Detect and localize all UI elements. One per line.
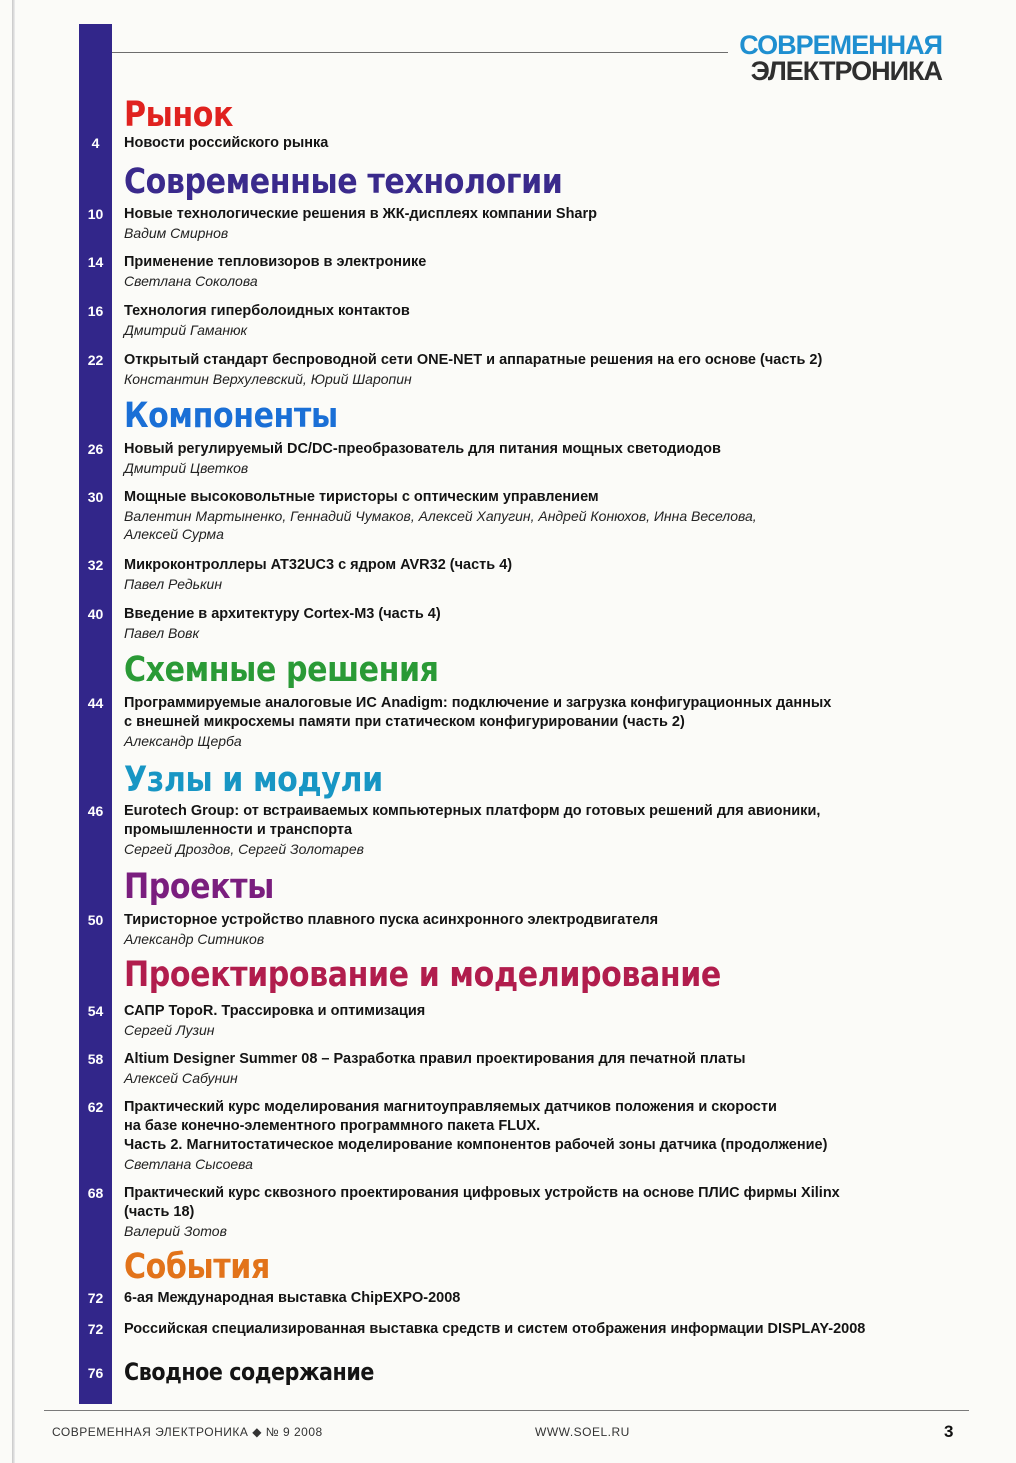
toc-page-number: 22 — [87, 352, 104, 368]
footer-page-number: 3 — [944, 1422, 954, 1441]
toc-page-number: 44 — [87, 695, 104, 711]
article-title: Программируемые аналоговые ИС Anadigm: подключение и загрузка конфигурационных данных с внешней микросхемы памяти при статическом конфигурировании (часть 2) — [124, 695, 832, 730]
toc-page-number: 40 — [87, 606, 104, 622]
article-author: Светлана Соколова — [124, 273, 258, 289]
toc-entry-body — [124, 205, 960, 242]
article-author: Дмитрий Гаманюк — [124, 322, 248, 338]
article-author: Валерий Зотов — [124, 1223, 227, 1239]
toc-page-number: 50 — [87, 912, 104, 928]
section-heading: Проектирование и моделирование — [124, 955, 721, 995]
toc-page-number: 16 — [87, 303, 104, 319]
toc-page-number: 30 — [87, 489, 104, 505]
toc-page-number: 72 — [87, 1321, 104, 1337]
logo-line-2: ЭЛЕКТРОНИКА — [750, 56, 942, 86]
toc-page-number: 10 — [87, 206, 104, 222]
toc-page-number: 4 — [91, 135, 100, 151]
article-title: Технология гиперболоидных контактов — [124, 303, 410, 319]
footer-website: WWW.SOEL.RU — [535, 1425, 630, 1439]
toc-entry-body — [124, 440, 960, 477]
toc-entry-body — [124, 253, 960, 290]
toc-page-number: 72 — [87, 1290, 104, 1306]
article-title: Новые технологические решения в ЖК-дисплеях компании Sharp — [124, 206, 597, 222]
toc-page-number: 14 — [87, 254, 104, 270]
article-author: Валентин Мартыненко, Геннадий Чумаков, Алексей Хапугин, Андрей Конюхов, Инна Веселова, Алексей Сурма — [124, 508, 757, 542]
article-title: 6-ая Международная выставка ChipEXPO-2008 — [124, 1290, 461, 1306]
article-author: Светлана Сысоева — [124, 1156, 253, 1172]
toc-page-number: 76 — [87, 1365, 104, 1381]
section-heading: Компоненты — [124, 396, 338, 436]
article-author: Сергей Дроздов, Сергей Золотарев — [124, 841, 364, 857]
article-title: Открытый стандарт беспроводной сети ONE-NET и аппаратные решения на его основе (часть 2) — [124, 352, 823, 368]
section-heading: Рынок — [124, 95, 234, 135]
section-heading: Проекты — [124, 867, 274, 907]
toc-entry-body — [124, 694, 960, 750]
article-author: Павел Вовк — [124, 625, 200, 641]
toc-entry-body — [124, 605, 960, 642]
toc-page-number: 62 — [87, 1099, 104, 1115]
article-author: Вадим Смирнов — [124, 225, 229, 241]
toc-entry-body — [124, 134, 960, 153]
section-heading: Узлы и модули — [124, 760, 383, 800]
toc-entry-body — [124, 1184, 960, 1240]
toc-page-number: 54 — [87, 1003, 104, 1019]
toc-entry-body — [124, 351, 960, 388]
article-title: Мощные высоковольтные тиристоры с оптическим управлением — [124, 489, 599, 505]
article-title: Российская специализированная выставка средств и систем отображения информации DISPLAY-2008 — [124, 1321, 866, 1337]
article-author: Константин Верхулевский, Юрий Шаропин — [124, 371, 412, 387]
article-author: Павел Редькин — [124, 576, 223, 592]
toc-page-number: 58 — [87, 1051, 104, 1067]
toc-entry-body — [124, 802, 960, 858]
article-title: Практический курс сквозного проектирования цифровых устройств на основе ПЛИС фирмы Xilinx (часть 18) — [124, 1185, 840, 1220]
logo-line-1: СОВРЕМЕННАЯ — [739, 30, 942, 60]
toc-page-number: 46 — [87, 803, 104, 819]
article-title: Eurotech Group: от встраиваемых компьютерных платформ до готовых решений для авионики, промышленности и транспорта — [124, 803, 821, 838]
toc-entry-body — [124, 488, 960, 543]
section-heading: События — [124, 1247, 270, 1287]
toc-entry-body — [124, 1002, 960, 1039]
article-author: Дмитрий Цветков — [124, 460, 249, 476]
toc-entry-body — [124, 556, 960, 593]
article-title: Применение тепловизоров в электронике — [124, 254, 427, 270]
toc-entry-body — [124, 302, 960, 339]
article-title: САПР TopoR. Трассировка и оптимизация — [124, 1003, 426, 1019]
toc-entry-body — [124, 911, 960, 948]
toc-page-number: 26 — [87, 441, 104, 457]
article-title: Практический курс моделирования магнитоуправляемых датчиков положения и скорости на базе конечно-элементного программного пакета FLUX. Часть 2. Магнитостатическое моделирование компонентов рабочей зоны датчика (продолжение) — [124, 1099, 828, 1153]
toc-entry-body — [124, 1320, 960, 1339]
section-heading: Схемные решения — [124, 650, 439, 690]
article-author: Александр Щерба — [124, 733, 242, 749]
toc-page-number: 32 — [87, 557, 104, 573]
article-title: Введение в архитектуру Cortex-M3 (часть 4) — [124, 606, 441, 622]
footer-rule — [44, 1410, 969, 1411]
article-title: Новости российского рынка — [124, 135, 329, 151]
article-title: Микроконтроллеры AT32UC3 с ядром AVR32 (часть 4) — [124, 557, 513, 573]
footer-magazine-issue: СОВРЕМЕННАЯ ЭЛЕКТРОНИКА ◆ № 9 2008 — [52, 1425, 323, 1439]
article-title: Altium Designer Summer 08 – Разработка правил проектирования для печатной платы — [124, 1051, 746, 1067]
toc-entry-body — [124, 1289, 960, 1308]
toc-entry-body — [124, 1050, 960, 1087]
toc-entry-body — [124, 1098, 960, 1173]
article-title: Тиристорное устройство плавного пуска асинхронного электродвигателя — [124, 912, 659, 928]
summary-heading: Сводное содержание — [124, 1358, 374, 1386]
article-author: Сергей Лузин — [124, 1022, 215, 1038]
article-author: Александр Ситников — [124, 931, 265, 947]
section-heading: Современные технологии — [124, 162, 563, 202]
article-author: Алексей Сабунин — [124, 1070, 238, 1086]
article-title: Новый регулируемый DC/DC-преобразователь для питания мощных светодиодов — [124, 441, 721, 457]
toc-page-number: 68 — [87, 1185, 104, 1201]
